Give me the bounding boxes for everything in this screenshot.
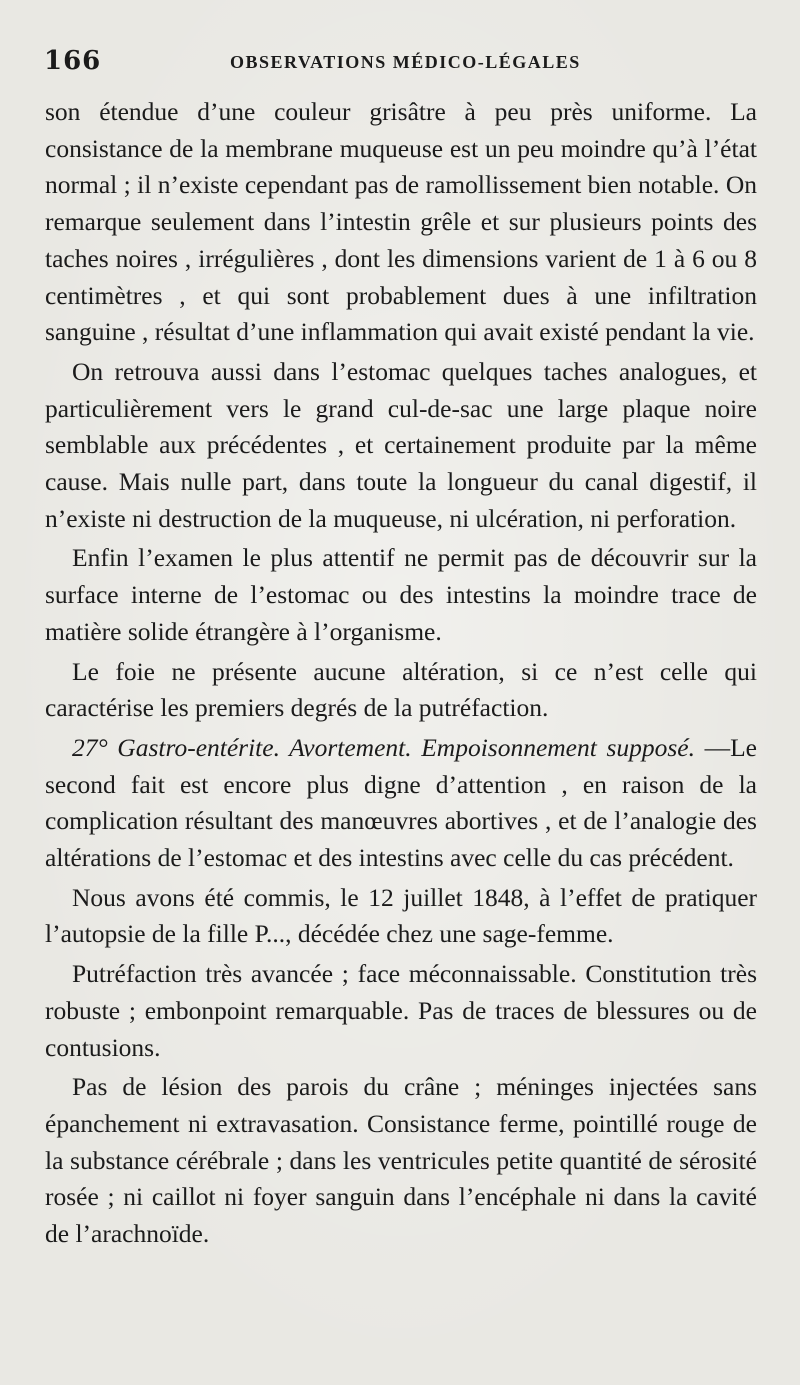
paragraph-2: On retrouva aussi dans l’estomac quelques taches analogues, et particulièrement vers le grand cul-de-sac une large plaque noire semblable aux précédentes , et certainement produite par la même cause. Mais nulle part, dans toute la longueur du canal digestif, il n’existe ni destruction de la muqueuse, ni ulcération, ni perforation. [45, 356, 757, 533]
case-intro-text: —Le second fait est encore plus digne d’attention , en raison de la complication résultant des manœuvres abortives , et de l’analogie des altérations de l’estomac et des intestins avec celle du cas précédent. [45, 732, 757, 873]
page-header [40, 46, 770, 80]
paragraph-8: Pas de lésion des parois du crâne ; méninges injectées sans épanchement ni extravasation. Consistance ferme, pointillé rouge de la substance cérébrale ; dans les ventricules petite quantité de sérosité rosée ; ni caillot ni foyer sanguin dans l’encéphale ni dans la cavité de l’arachnoïde. [45, 1072, 757, 1249]
case-heading: 27° Gastro-entérite. Avortement. Empoisonnement supposé. [72, 732, 695, 762]
paragraph-4: Le foie ne présente aucune altération, si ce n’est celle qui caractérise les premiers degrés de la putréfaction. [45, 656, 757, 723]
paragraph-5 [45, 730, 757, 877]
body-text [45, 94, 757, 1253]
paragraph-7: Putréfaction très avancée ; face méconnaissable. Constitution très robuste ; embonpoint remarquable. Pas de traces de blessures ou de contusions. [45, 959, 757, 1062]
paragraph-6: Nous avons été commis, le 12 juillet 1848, à l’effet de pratiquer l’autopsie de la fille P..., décédée chez une sage-femme. [45, 882, 757, 949]
running-head: OBSERVATIONS MÉDICO-LÉGALES [230, 52, 581, 72]
paragraph-1: son étendue d’une couleur grisâtre à peu près uniforme. La consistance de la membrane muqueuse est un peu moindre qu’à l’état normal ; il n’existe cependant pas de ramollissement bien notable. On remarque seulement dans l’intestin grêle et sur plusieurs points des taches noires , irrégulières , dont les dimensions varient de 1 à 6 ou 8 centimètres , et qui sont probablement dues à une infiltration sanguine , résultat d’une inflammation qui avait existé pendant la vie. [45, 97, 757, 347]
paragraph-3: Enfin l’examen le plus attentif ne permit pas de découvrir sur la surface interne de l’estomac ou des intestins la moindre trace de matière solide étrangère à l’organisme. [45, 543, 757, 646]
page-number: 166 [44, 46, 102, 76]
